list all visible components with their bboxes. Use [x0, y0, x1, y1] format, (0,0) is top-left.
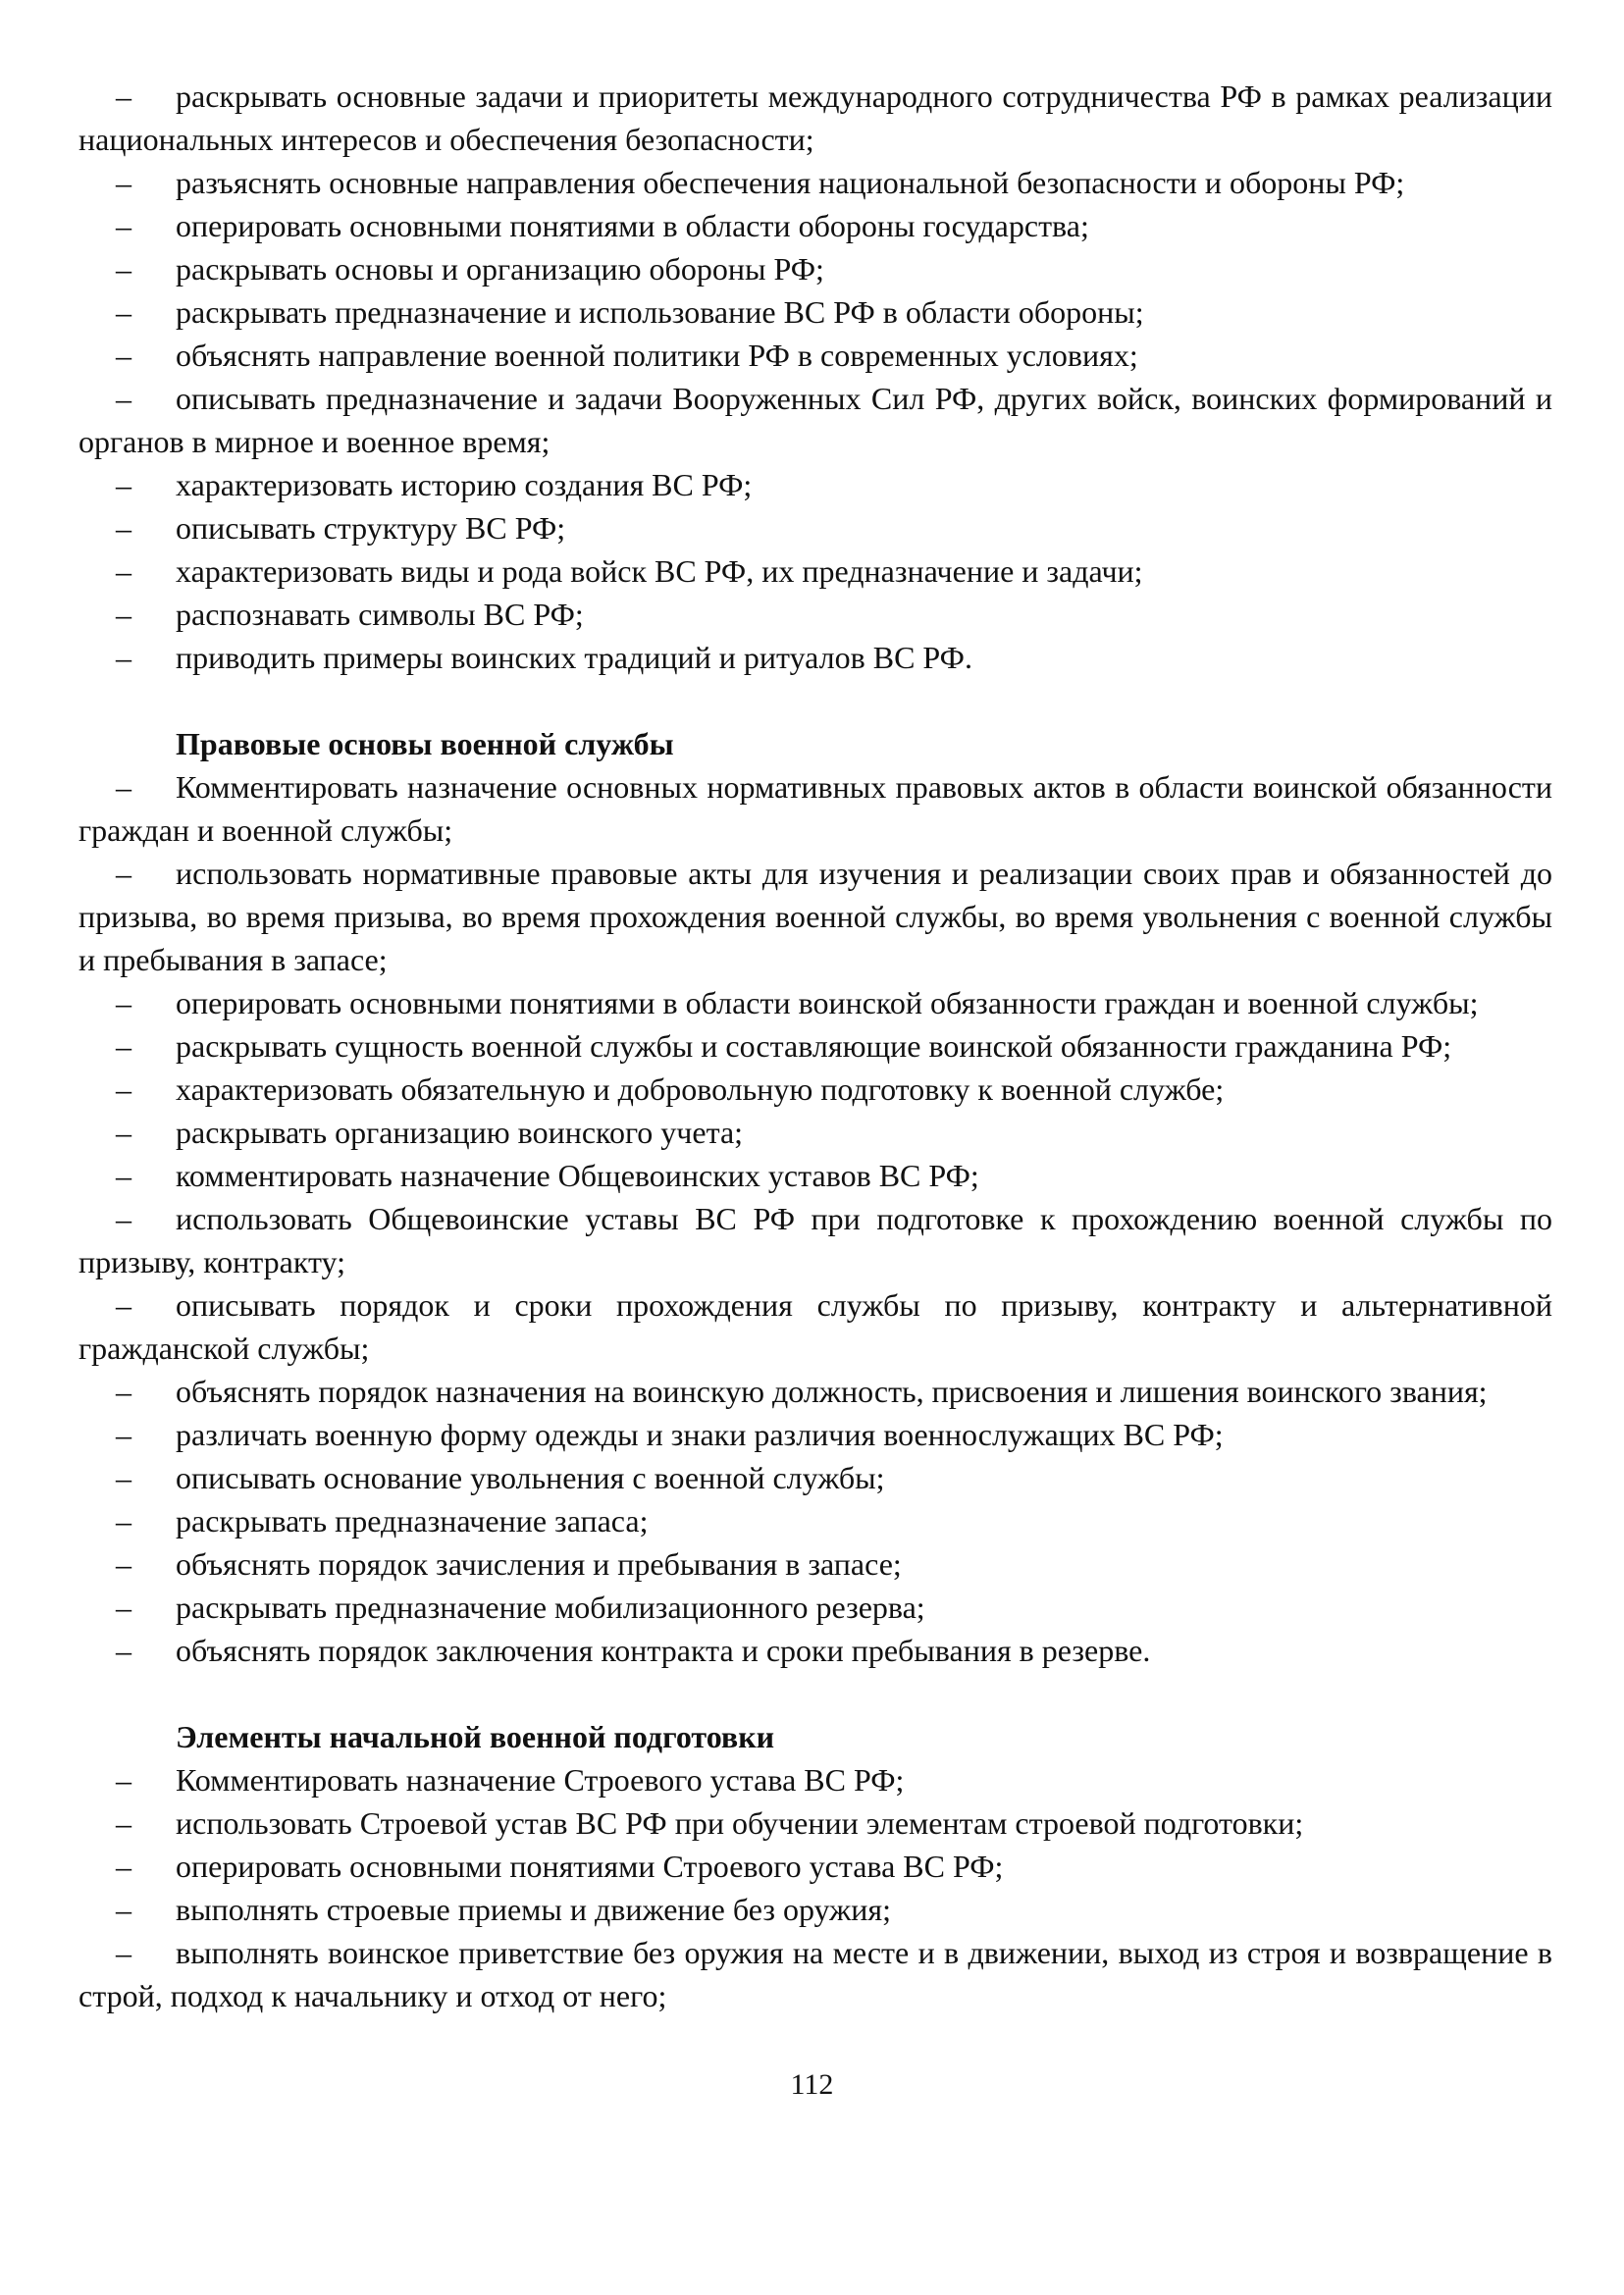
list-item [79, 1629, 1552, 1672]
dash-bullet: – [116, 597, 131, 632]
dash-bullet: – [116, 769, 131, 805]
list-item [79, 1801, 1552, 1845]
list-item [79, 1024, 1552, 1068]
dash-bullet: – [116, 467, 131, 502]
list-item [79, 75, 1552, 161]
dash-bullet: – [116, 985, 131, 1020]
list-item [79, 1758, 1552, 1801]
list-item [79, 593, 1552, 636]
list-item [79, 636, 1552, 679]
list-item-text: использовать Строевой устав ВС РФ при обучении элементам строевой подготовки; [176, 1805, 1304, 1841]
list-item [79, 247, 1552, 290]
list-item [79, 1499, 1552, 1542]
list-item [79, 981, 1552, 1024]
dash-bullet: – [116, 1805, 131, 1841]
list-item [79, 290, 1552, 334]
list-item-text: оперировать основными понятиями в области обороны государства; [176, 208, 1089, 243]
list-item-text: использовать Общевоинские уставы ВС РФ при подготовке к прохождению военной службы по призыву, контракту; [79, 1201, 1552, 1279]
dash-bullet: – [116, 856, 131, 891]
list-item-text: Комментировать назначение основных нормативных правовых актов в области воинской обязанности граждан и военной службы; [79, 769, 1552, 848]
dash-bullet: – [116, 1028, 131, 1064]
section-heading-legal: Правовые основы военной службы [176, 726, 674, 761]
list-item [79, 1154, 1552, 1197]
list-item-text: оперировать основными понятиями в области воинской обязанности граждан и военной службы; [176, 985, 1479, 1020]
list-item [79, 1542, 1552, 1586]
dash-bullet: – [116, 1762, 131, 1798]
dash-bullet: – [116, 1460, 131, 1495]
list-item-text: объяснять порядок зачисления и пребывания в запасе; [176, 1546, 902, 1582]
list-item-text: описывать основание увольнения с военной службы; [176, 1460, 885, 1495]
dash-bullet: – [116, 1503, 131, 1539]
list-item-text: оперировать основными понятиями Строевого устава ВС РФ; [176, 1849, 1004, 1884]
dash-bullet: – [116, 381, 131, 416]
list-item [79, 1111, 1552, 1154]
dash-bullet: – [116, 1892, 131, 1927]
dash-bullet: – [116, 251, 131, 287]
dash-bullet: – [116, 1849, 131, 1884]
list-item-text: раскрывать организацию воинского учета; [176, 1115, 744, 1150]
list-item-text: выполнять воинское приветствие без оружия на месте и в движении, выход из строя и возвращение в строй, подход к начальнику и отход от него; [79, 1935, 1552, 2013]
list-item [79, 334, 1552, 377]
list-item [79, 1845, 1552, 1888]
list-item-text: описывать порядок и сроки прохождения службы по призыву, контракту и альтернативной гражданской службы; [79, 1287, 1552, 1366]
list-item-text: раскрывать основные задачи и приоритеты международного сотрудничества РФ в рамках реализации национальных интересов и обеспечения безопасности; [79, 78, 1552, 157]
list-item-text: выполнять строевые приемы и движение без оружия; [176, 1892, 891, 1927]
dash-bullet: – [116, 294, 131, 330]
dash-bullet: – [116, 165, 131, 200]
list-item-text: раскрывать предназначение запаса; [176, 1503, 649, 1539]
section-1-list [79, 75, 1552, 679]
list-item [79, 377, 1552, 463]
list-item-text: раскрывать предназначение мобилизационного резерва; [176, 1590, 925, 1625]
dash-bullet: – [116, 553, 131, 589]
list-item [79, 852, 1552, 981]
list-item [79, 1413, 1552, 1456]
dash-bullet: – [116, 1287, 131, 1323]
list-item-text: характеризовать историю создания ВС РФ; [176, 467, 753, 502]
dash-bullet: – [116, 1417, 131, 1452]
list-item [79, 765, 1552, 852]
list-item-text: объяснять порядок заключения контракта и сроки пребывания в резерве. [176, 1633, 1151, 1668]
dash-bullet: – [116, 1590, 131, 1625]
list-item [79, 161, 1552, 204]
list-item [79, 1888, 1552, 1931]
list-item-text: объяснять направление военной политики РФ в современных условиях; [176, 338, 1138, 373]
section-heading-training: Элементы начальной военной подготовки [176, 1719, 775, 1754]
list-item-text: Комментировать назначение Строевого устава ВС РФ; [176, 1762, 905, 1798]
dash-bullet: – [116, 1201, 131, 1236]
list-item [79, 1456, 1552, 1499]
list-item-text: раскрывать основы и организацию обороны РФ; [176, 251, 824, 287]
list-item-text: комментировать назначение Общевоинских уставов ВС РФ; [176, 1158, 979, 1193]
dash-bullet: – [116, 1115, 131, 1150]
list-item [79, 549, 1552, 593]
list-item [79, 1283, 1552, 1370]
list-item-text: разъяснять основные направления обеспечения национальной безопасности и обороны РФ; [176, 165, 1405, 200]
list-item-text: характеризовать обязательную и добровольную подготовку к военной службе; [176, 1071, 1225, 1107]
list-item-text: описывать предназначение и задачи Вооруженных Сил РФ, других войск, воинских формирований и органов в мирное и военное время; [79, 381, 1552, 459]
section-3-list [79, 1758, 1552, 2017]
list-item-text: использовать нормативные правовые акты для изучения и реализации своих прав и обязанностей до призыва, во время призыва, во время прохождения военной службы, во время увольнения с военной службы и пребывания в запасе; [79, 856, 1552, 977]
list-item-text: характеризовать виды и рода войск ВС РФ, их предназначение и задачи; [176, 553, 1143, 589]
list-item [79, 1068, 1552, 1111]
list-item-text: раскрывать предназначение и использование ВС РФ в области обороны; [176, 294, 1144, 330]
dash-bullet: – [116, 78, 131, 114]
document-page [79, 75, 1552, 2017]
list-item-text: приводить примеры воинских традиций и ритуалов ВС РФ. [176, 640, 972, 675]
list-item [79, 506, 1552, 549]
dash-bullet: – [116, 338, 131, 373]
list-item-text: распознавать символы ВС РФ; [176, 597, 584, 632]
dash-bullet: – [116, 1633, 131, 1668]
dash-bullet: – [116, 640, 131, 675]
dash-bullet: – [116, 1935, 131, 1970]
dash-bullet: – [116, 208, 131, 243]
list-item-text: описывать структуру ВС РФ; [176, 510, 566, 546]
list-item [79, 1586, 1552, 1629]
dash-bullet: – [116, 1158, 131, 1193]
dash-bullet: – [116, 1546, 131, 1582]
list-item-text: раскрывать сущность военной службы и составляющие воинской обязанности гражданина РФ; [176, 1028, 1452, 1064]
dash-bullet: – [116, 1071, 131, 1107]
list-item [79, 1370, 1552, 1413]
dash-bullet: – [116, 510, 131, 546]
list-item [79, 463, 1552, 506]
list-item-text: различать военную форму одежды и знаки различия военнослужащих ВС РФ; [176, 1417, 1224, 1452]
page-number: 112 [790, 2068, 834, 2101]
dash-bullet: – [116, 1374, 131, 1409]
list-item [79, 1931, 1552, 2017]
list-item-text: объяснять порядок назначения на воинскую должность, присвоения и лишения воинского звания; [176, 1374, 1488, 1409]
list-item [79, 204, 1552, 247]
list-item [79, 1197, 1552, 1283]
section-2-list [79, 765, 1552, 1672]
